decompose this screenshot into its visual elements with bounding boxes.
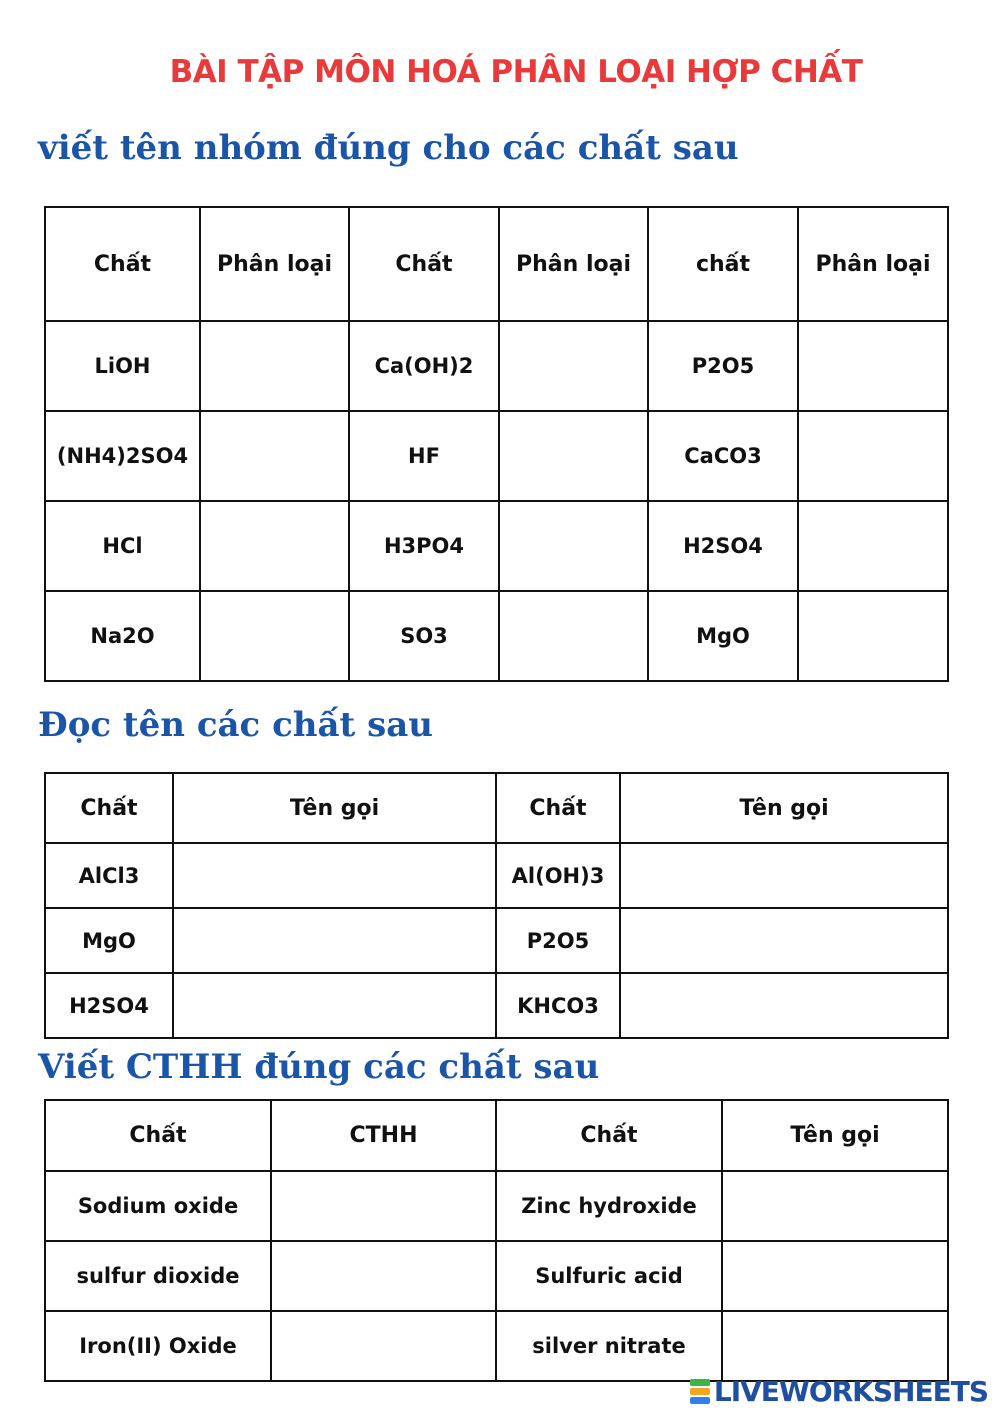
table-row (45, 1241, 948, 1311)
answer-cell[interactable] (798, 411, 948, 501)
table-header-row (45, 773, 948, 843)
answer-cell[interactable] (722, 1241, 948, 1311)
header-cell: Chất (496, 773, 620, 843)
substance-cell: KHCO3 (496, 973, 620, 1038)
substance-cell: Na2O (45, 591, 200, 681)
logo-bar (690, 1397, 710, 1404)
substance-cell: CaCO3 (648, 411, 798, 501)
section2-heading: Đọc tên các chất sau (38, 705, 433, 745)
formula-table (44, 1099, 949, 1382)
answer-cell[interactable] (499, 411, 648, 501)
answer-cell[interactable] (499, 321, 648, 411)
answer-cell[interactable] (499, 591, 648, 681)
substance-cell: P2O5 (648, 321, 798, 411)
substance-cell: MgO (648, 591, 798, 681)
table-header-row (45, 207, 948, 321)
table-row (45, 973, 948, 1038)
table-row (45, 843, 948, 908)
substance-cell: SO3 (349, 591, 499, 681)
substance-cell: sulfur dioxide (45, 1241, 271, 1311)
substance-cell: Ca(OH)2 (349, 321, 499, 411)
answer-cell[interactable] (200, 411, 349, 501)
answer-cell[interactable] (173, 973, 496, 1038)
table-row (45, 411, 948, 501)
answer-cell[interactable] (620, 973, 948, 1038)
table-row (45, 591, 948, 681)
header-cell: Chất (45, 207, 200, 321)
section3-heading: Viết CTHH đúng các chất sau (38, 1047, 600, 1087)
answer-cell[interactable] (620, 908, 948, 973)
substance-cell: Zinc hydroxide (496, 1171, 722, 1241)
answer-cell[interactable] (620, 843, 948, 908)
answer-cell[interactable] (271, 1171, 496, 1241)
header-cell: Chất (349, 207, 499, 321)
header-cell: Tên gọi (722, 1100, 948, 1171)
answer-cell[interactable] (200, 591, 349, 681)
substance-cell: silver nitrate (496, 1311, 722, 1381)
answer-cell[interactable] (173, 843, 496, 908)
substance-cell: HCl (45, 501, 200, 591)
answer-cell[interactable] (798, 501, 948, 591)
answer-cell[interactable] (722, 1171, 948, 1241)
substance-cell: Sulfuric acid (496, 1241, 722, 1311)
table-row (45, 321, 948, 411)
classification-table (44, 206, 949, 682)
answer-cell[interactable] (200, 501, 349, 591)
substance-cell: Al(OH)3 (496, 843, 620, 908)
header-cell: Tên gọi (173, 773, 496, 843)
answer-cell[interactable] (271, 1241, 496, 1311)
logo-bar (690, 1388, 710, 1395)
answer-cell[interactable] (200, 321, 349, 411)
answer-cell[interactable] (499, 501, 648, 591)
table-row (45, 501, 948, 591)
substance-cell: Sodium oxide (45, 1171, 271, 1241)
answer-cell[interactable] (798, 321, 948, 411)
table-row (45, 1171, 948, 1241)
substance-cell: P2O5 (496, 908, 620, 973)
header-cell: Tên gọi (620, 773, 948, 843)
logo-bar (690, 1379, 710, 1386)
header-cell: Phân loại (200, 207, 349, 321)
naming-table (44, 772, 949, 1039)
header-cell: Chất (496, 1100, 722, 1171)
header-cell: Chất (45, 773, 173, 843)
substance-cell: H2SO4 (648, 501, 798, 591)
substance-cell: HF (349, 411, 499, 501)
substance-cell: (NH4)2SO4 (45, 411, 200, 501)
substance-cell: MgO (45, 908, 173, 973)
substance-cell: Iron(II) Oxide (45, 1311, 271, 1381)
answer-cell[interactable] (722, 1311, 948, 1381)
substance-cell: AlCl3 (45, 843, 173, 908)
header-cell: chất (648, 207, 798, 321)
answer-cell[interactable] (798, 591, 948, 681)
substance-cell: H2SO4 (45, 973, 173, 1038)
header-cell: Chất (45, 1100, 271, 1171)
substance-cell: LiOH (45, 321, 200, 411)
watermark-text: LIVEWORKSHEETS (713, 1374, 988, 1408)
liveworksheets-logo-icon (690, 1379, 710, 1404)
header-cell: Phân loại (499, 207, 648, 321)
answer-cell[interactable] (271, 1311, 496, 1381)
table-row (45, 1311, 948, 1381)
header-cell: Phân loại (798, 207, 948, 321)
answer-cell[interactable] (173, 908, 496, 973)
table-header-row (45, 1100, 948, 1171)
substance-cell: H3PO4 (349, 501, 499, 591)
liveworksheets-watermark[interactable] (690, 1374, 988, 1408)
header-cell: CTHH (271, 1100, 496, 1171)
section1-heading: viết tên nhóm đúng cho các chất sau (38, 128, 739, 168)
table-row (45, 908, 948, 973)
worksheet-title: BÀI TẬP MÔN HOÁ PHÂN LOẠI HỢP CHẤT (169, 54, 863, 90)
